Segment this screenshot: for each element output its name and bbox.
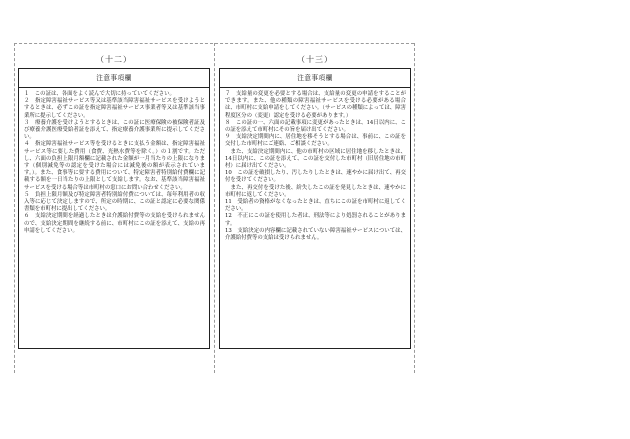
notes-box: [219, 68, 411, 349]
panel-thirteen: [219, 55, 411, 349]
note-item: ７ 支給量の変更を必要とする場合は、支給量の変更の申請をすることができます。また、他の種類の障害福祉サービスを受ける必要がある場合は、市町村に支給申請をしてください。（サービスの種類によっては、障害程度区分の（変更）認定を受ける必要があります。）: [225, 91, 406, 119]
notes-box: [18, 68, 210, 349]
note-item: ６ 支給決定期間を経過したときは介護給付費等の支給を受けられませんので、支給決定期間を継続する前に、市町村にこの証を添えて、支給の再申請をしてください。: [24, 213, 205, 234]
note-item: ３ 療養介護を受けようとするときは、この証に医療保険の被保険者証及び療養介護医療受給者証を添えて、指定療養介護事業所に提示してください。: [24, 119, 205, 141]
fold-line-left: [14, 43, 15, 373]
note-item: ２ 指定障害福祉サービス等又は基準該当障害福祉サービスを受けようとするときは、必ずこの証を指定障害福祉サービス事業者等又は基準該当事業所に提示してください。: [24, 98, 205, 119]
note-item: 10 この証を破損したり、汚したりしたときは、速やかに届け出て、再交付を受けてください。 また、再交付を受けた後、紛失したこの証を発見したときは、速やかに市町村に返してください。: [225, 170, 406, 198]
notes-body: [19, 88, 209, 237]
note-item: 11 受給者の資格がなくなったときは、直ちにこの証を市町村に返してください。: [225, 199, 406, 213]
notes-body: [220, 88, 410, 244]
panel-number: （十三）: [297, 55, 333, 64]
fold-line-right: [414, 43, 415, 373]
note-item: 12 不正にこの証を使用した者は、刑法等により処罰されることがあります。: [225, 213, 406, 227]
note-item: ８ この証の一、六面の記載事項に変更があったときは、14日以内に、この証を添えて市町村にその旨を届け出てください。: [225, 119, 406, 134]
note-item: ５ 負担上限月額及び特定障害者特別給付費については、毎年利用者の収入等に応じて決定しますので、所定の時期に、この証と認定に必要な関係書類を市町村に提出してください。: [24, 191, 205, 213]
notes-heading: 注意事項欄: [19, 69, 209, 88]
notes-heading: 注意事項欄: [220, 69, 410, 88]
note-item: １ この証は、各面をよく読んで大切に持っていてください。: [24, 91, 175, 97]
note-item: ９ 支給決定期間内に、居住地を移そうとする場合は、事前に、この証を交付した市町村にご連絡、ご相談ください。 また、支給決定期間内に、他の市町村の区域に居住地を移したときは、14日以内に、この証を添えて、この証を交付した市町村（旧居住地の市町村）に届け出てください。: [225, 134, 406, 170]
fold-line-middle: [214, 43, 215, 373]
note-item: ４ 指定障害福祉サービス等を受けるときに支払う金額は、指定障害福祉サービス等に要した費用（食費、光熱水費等を除く。）の１割です。ただし、六面の負担上限月額欄に記載された金額が一月当たりの上限になります（個別減免等の認定を受けた場合には減免後の額が表示されています。）。また、食事等に要する費用について、特定障害者特別給付費欄に記載する額を一日当たりの上限として支給します。なお、基準該当障害福祉サービスを受ける場合等は市町村の窓口にお問い合わせください。: [24, 141, 205, 191]
note-item: 13 支給決定の内容欄に記載されていない障害福祉サービスについては、介護給付費等の支給は受けられません。: [225, 227, 406, 242]
panel-number: （十二）: [96, 55, 132, 64]
panel-twelve: [18, 55, 210, 349]
